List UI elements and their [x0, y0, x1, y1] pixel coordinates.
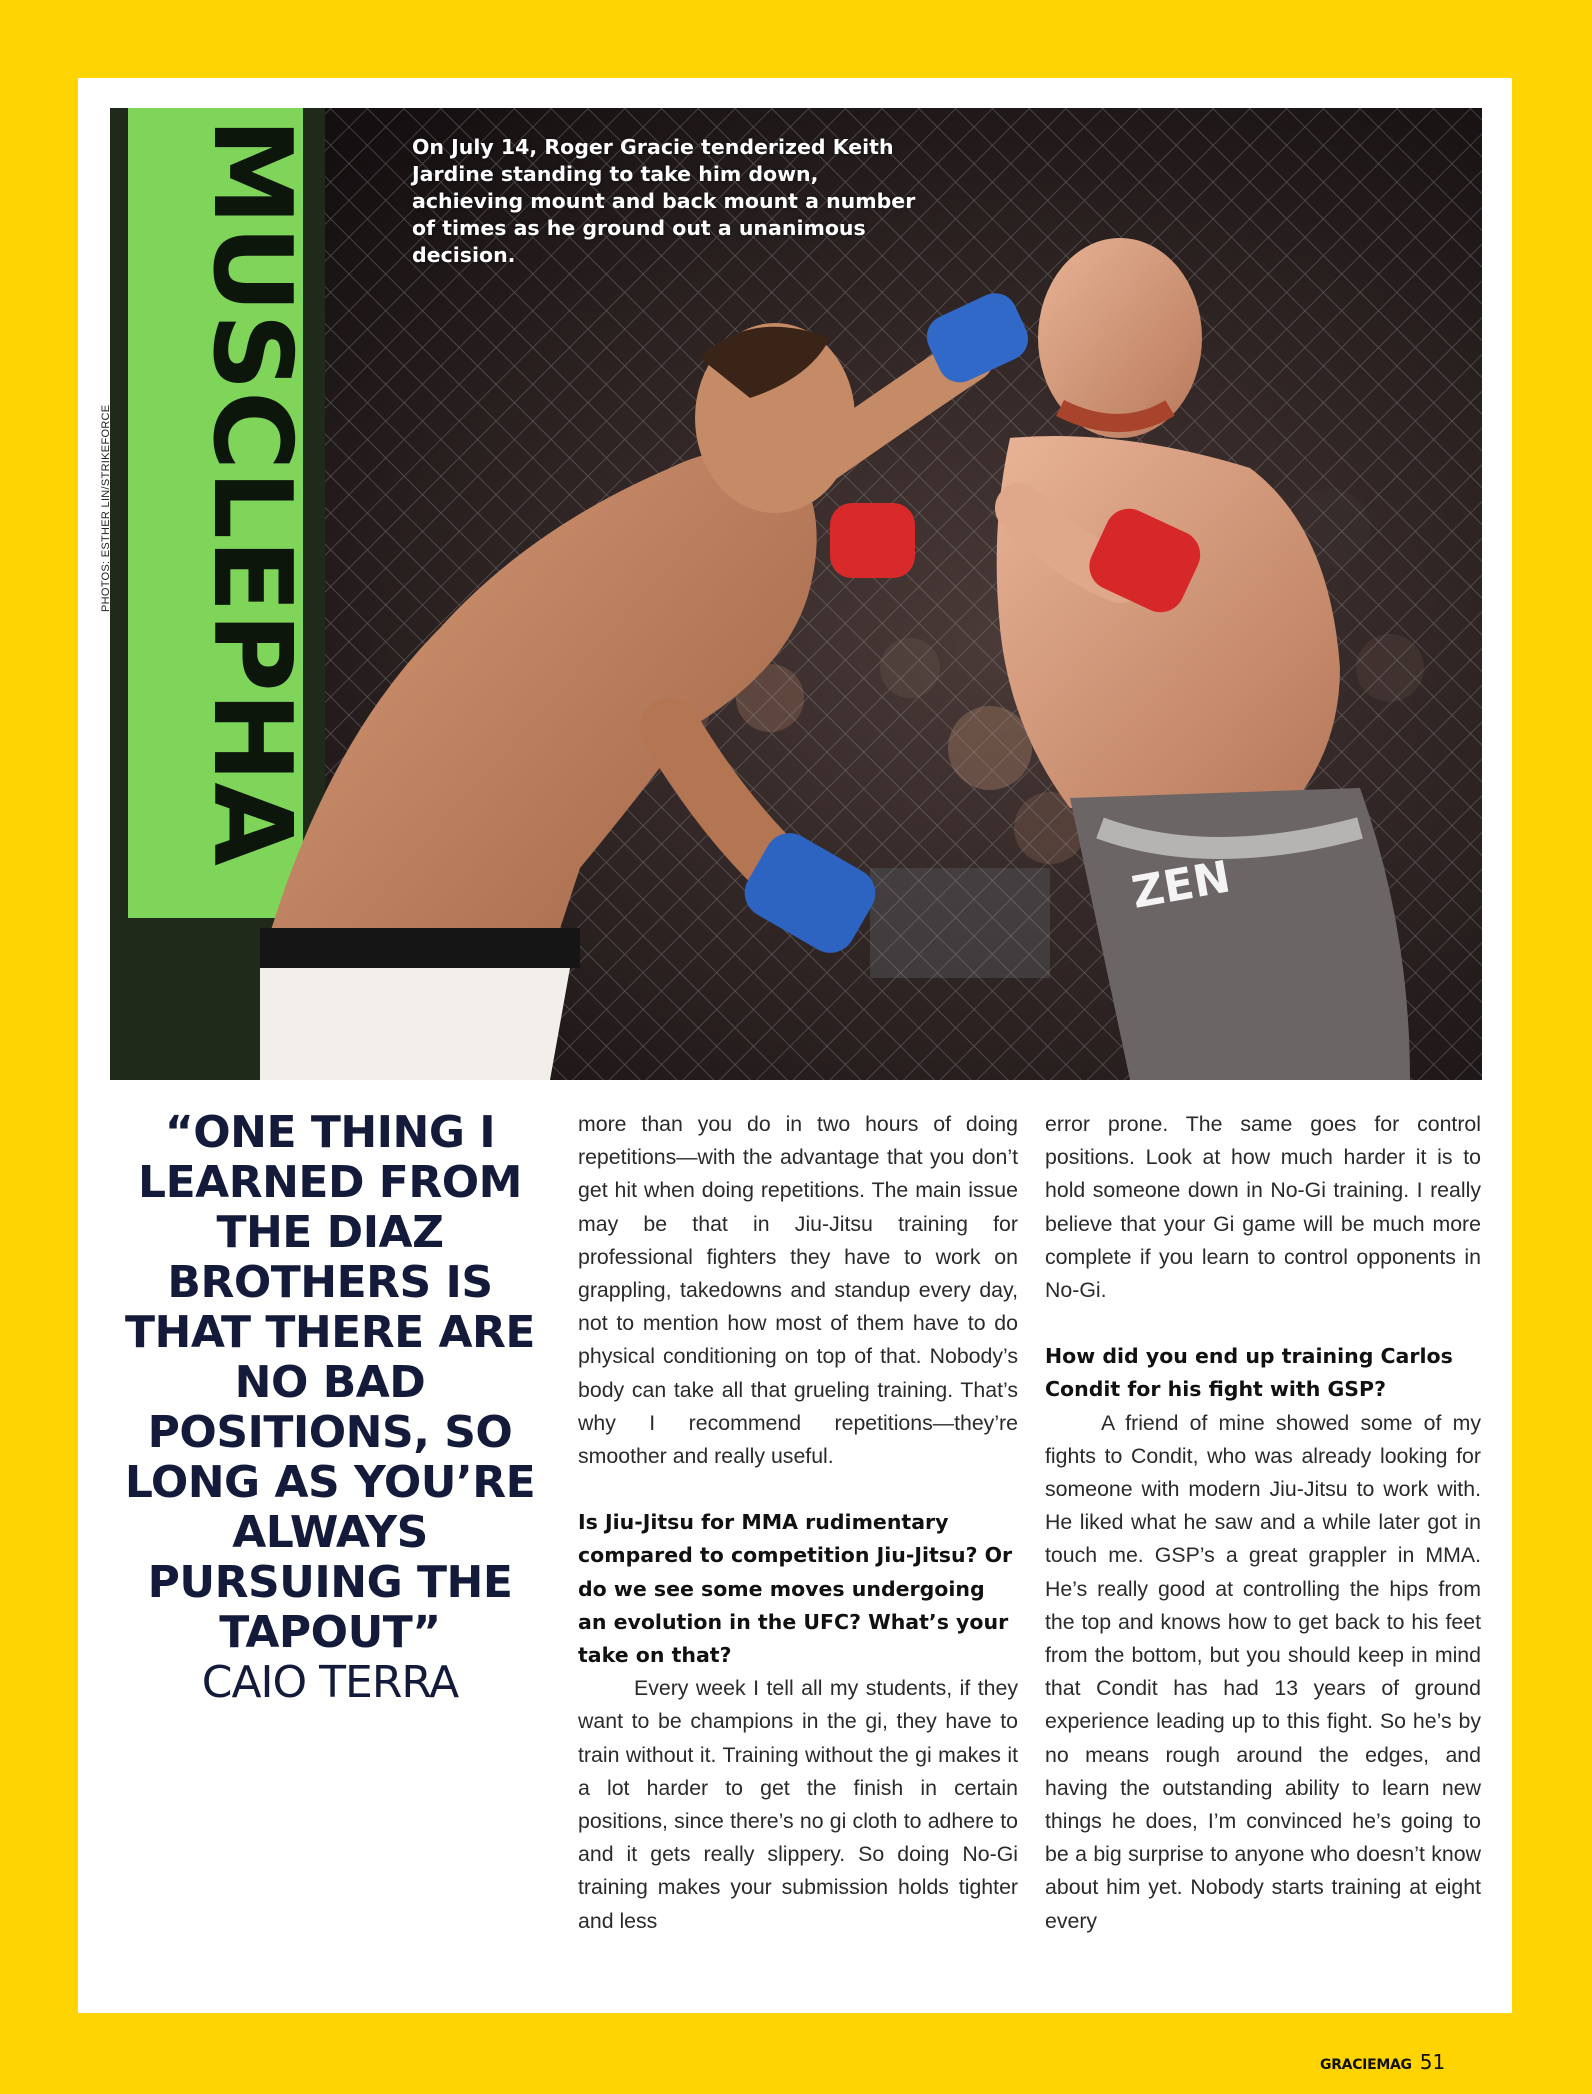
photo-credit: PHOTOS: ESTHER LIN/STRIKEFORCE — [100, 404, 112, 612]
pull-quote-attribution: CAIO TERRA — [201, 1657, 459, 1708]
article-column-1 — [578, 1108, 1018, 1938]
pull-quote — [118, 1108, 542, 1708]
trunks-text: ZEN — [1128, 851, 1235, 919]
paragraph: A friend of mine showed some of my fights to Condit, who was already looking for someone with modern Jiu-Jitsu to work with. He liked what he saw and a while later got in touch me. GSP’s a great grappler in MMA. He’s really good at controlling the hips from the top and knows how to get back to his feet from the bottom, but you should keep in mind that Condit has had 13 years of ground experience leading up to this fight. So he’s by no means rough around the edges, and having the outstanding ability to learn new things he does, I’m convinced he’s going to be a big surprise to anyone who doesn’t know about him yet. Nobody starts training at eight every — [1045, 1410, 1481, 1933]
page-footer — [1320, 2050, 1445, 2074]
banner-text: MUSCLEPHA — [189, 118, 314, 866]
pull-quote-text: “ONE THING I LEARNED FROM THE DIAZ BROTHERS IS THAT THERE ARE NO BAD POSITIONS, SO LONG AS YOU’RE ALWAYS PURSUING THE TAPOUT” — [124, 1107, 536, 1658]
interview-question: Is Jiu-Jitsu for MMA rudimentary compared to competition Jiu-Jitsu? Or do we see some moves undergoing an evolution in the UFC? What’s your take on that? — [578, 1510, 1013, 1668]
fight-photo — [110, 108, 1482, 1080]
paragraph: error prone. The same goes for control positions. Look at how much harder it is to hold someone down in No-Gi training. I really believe that your Gi game will be much more complete if you learn to control opponents in No-Gi. — [1045, 1112, 1481, 1303]
page-number: 51 — [1419, 2050, 1446, 2074]
paragraph: Every week I tell all my students, if they want to be champions in the gi, they have to train without it. Training without the gi makes it a lot harder to get the finish in certain positions, since there’s no gi cloth to adhere to and it gets really slippery. So doing No-Gi training makes your submission holds tighter and less — [578, 1676, 1018, 1933]
photo-caption: On July 14, Roger Gracie tenderized Keith Jardine standing to take him down, achieving mount and back mount a number of times as he ground out a unanimous decision. — [412, 135, 916, 267]
paragraph: more than you do in two hours of doing repetitions—with the advantage that you don’t get hit when doing repetitions. The main issue may be that in Jiu-Jitsu training for professional fighters they have to work on grappling, takedowns and standup every day, not to mention how most of them have to do physical conditioning on top of that. Nobody’s body can take all that grueling training. That’s why I recommend repetitions—they’re smoother and really useful. — [578, 1112, 1018, 1469]
magazine-name: GRACIEMAG — [1320, 2057, 1412, 2073]
interview-question: How did you end up training Carlos Condit for his fight with GSP? — [1045, 1344, 1453, 1402]
article-column-2 — [1045, 1108, 1481, 1938]
